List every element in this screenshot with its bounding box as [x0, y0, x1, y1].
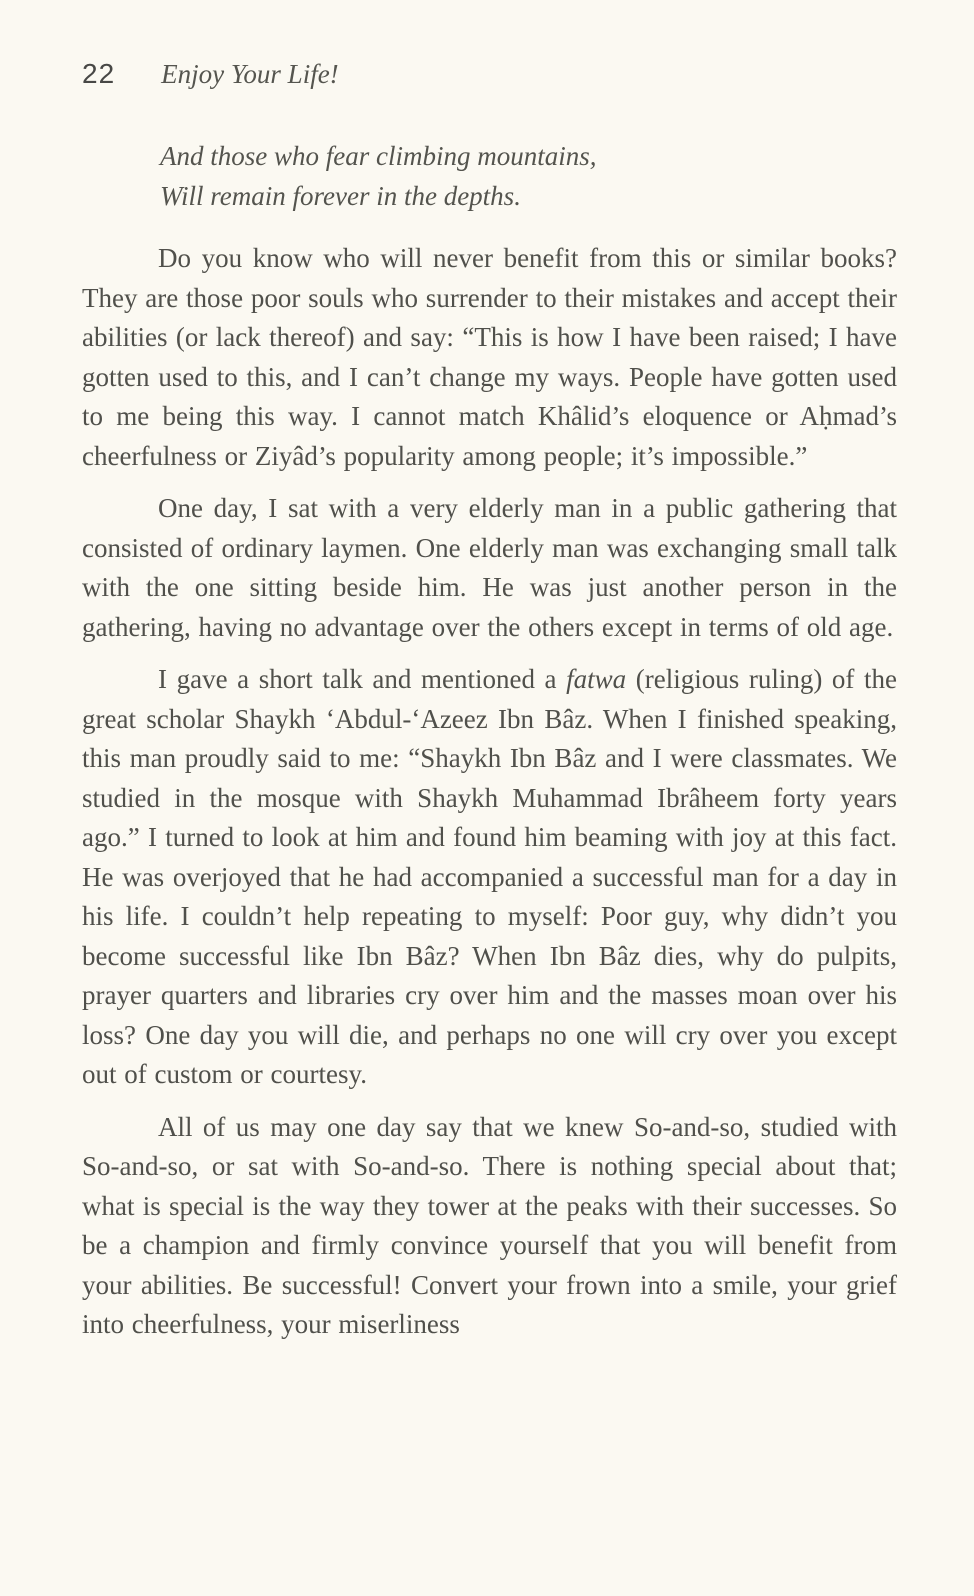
page-header	[82, 56, 897, 92]
paragraph-3-text: I gave a short talk and mentioned a	[158, 664, 567, 694]
paragraph-3	[82, 660, 897, 1095]
paragraph-1: Do you know who will never benefit from this or similar books? They are those poor souls who surrender to their mistakes and accept their abilities (or lack thereof) and say: “This is how I have been raised; I have gotten used to this, and I can’t change my ways. People have gotten used to me being this way. I cannot match Khâlid’s eloquence or Aḥmad’s cheerfulness or Ziyâd’s popularity among people; it’s impossible.”	[82, 243, 897, 471]
poem-line-2: Will remain forever in the depths.	[160, 181, 521, 211]
paragraph-3-text-continued: (religious ruling) of the great scholar Shaykh ‘Abdul-‘Azeez Ibn Bâz. When I finished speaking, this man proudly said to me: “Shaykh Ibn Bâz and I were classmates. We studied in the mosque with Shaykh Muhammad Ibrâheem forty years ago.” I turned to look at him and found him beaming with joy at this fact. He was overjoyed that he had accompanied a successful man for a day in his life. I couldn’t help repeating to myself: Poor guy, why didn’t you become successful like Ibn Bâz? When Ibn Bâz dies, why do pulpits, prayer quarters and libraries cry over him and the masses moan over his loss? One day you will die, and perhaps no one will cry over you except out of custom or courtesy.	[82, 664, 897, 1089]
poem-quote	[160, 136, 897, 216]
running-title: Enjoy Your Life!	[161, 59, 339, 89]
paragraph-2: One day, I sat with a very elderly man in a public gathering that consisted of ordinary laymen. One elderly man was exchanging small talk with the one sitting beside him. He was just another person in the gathering, having no advantage over the others except in terms of old age.	[82, 493, 897, 642]
page-number: 22	[82, 58, 116, 89]
fatwa-italic-term: fatwa	[566, 664, 627, 694]
poem-line-1: And those who fear climbing mountains,	[160, 141, 597, 171]
paragraph-4: All of us may one day say that we knew So-and-so, studied with So-and-so, or sat with So-and-so. There is nothing special about that; what is special is the way they tower at the peaks with their successes. So be a champion and firmly convince yourself that you will benefit from your abilities. Be successful! Convert your frown into a smile, your grief into cheerfulness, your miserliness	[82, 1111, 897, 1339]
